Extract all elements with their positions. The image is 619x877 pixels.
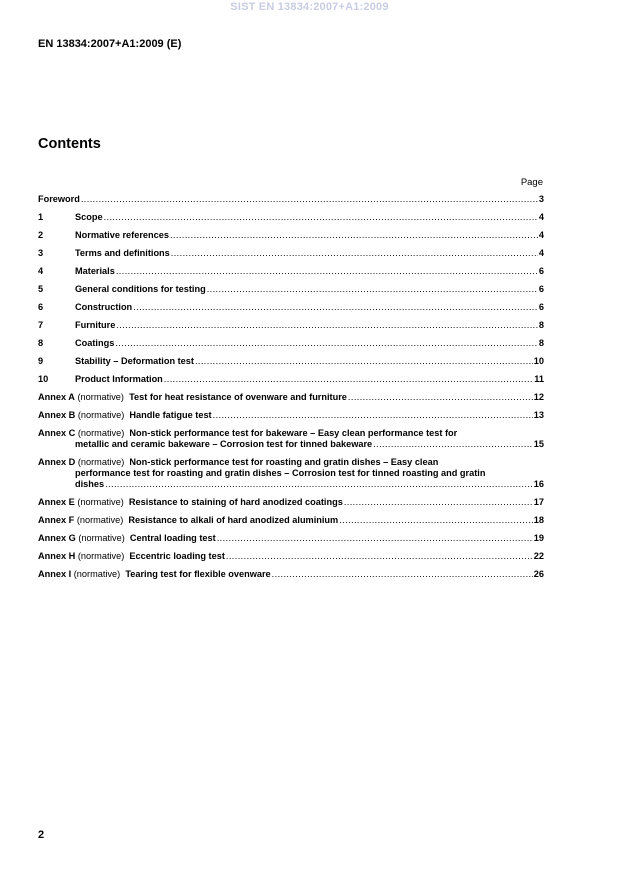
annex-title-line: Resistance to staining of hard anodized coatings: [128, 497, 343, 507]
annex-type: (normative): [77, 392, 124, 402]
toc-entry-number: 5: [38, 284, 44, 294]
annex-page: 18: [533, 515, 544, 525]
annex-title-line: Handle fatigue test: [129, 410, 212, 420]
toc-entry-page: 4: [538, 248, 544, 258]
annex-type: (normative): [77, 410, 125, 420]
annex-type: (normative): [77, 457, 125, 467]
toc-annex-entry[interactable]: [38, 533, 544, 544]
annex-title-line: Central loading test: [129, 533, 216, 543]
page-number: 2: [38, 829, 45, 841]
toc-entry[interactable]: [38, 374, 544, 385]
annex-label: Annex A: [38, 392, 75, 402]
dot-leader: [344, 497, 533, 508]
dot-leader: [133, 302, 538, 313]
dot-leader: [116, 320, 538, 331]
toc-entry[interactable]: [38, 248, 544, 259]
toc-entry[interactable]: [38, 266, 544, 277]
annex-page: 22: [533, 551, 544, 561]
annex-label: Annex C: [38, 428, 76, 438]
toc-entry-page: 8: [538, 338, 544, 348]
dot-leader: [164, 374, 533, 385]
dot-leader: [105, 479, 533, 490]
toc-entry-title: Furniture: [75, 320, 116, 330]
dot-leader: [116, 266, 538, 277]
annex-type: (normative): [77, 497, 124, 507]
toc-annex-entry[interactable]: [38, 569, 544, 580]
table-of-contents: [38, 194, 544, 587]
toc-entry[interactable]: [38, 320, 544, 331]
dot-leader: [170, 230, 538, 241]
annex-page: 13: [533, 410, 544, 420]
annex-label: Annex G: [38, 533, 76, 543]
annex-page: 12: [533, 392, 544, 402]
annex-title-line: dishes: [75, 479, 105, 489]
annex-title-line: Resistance to alkali of hard anodized aluminium: [128, 515, 339, 525]
toc-entry[interactable]: [38, 302, 544, 313]
annex-page: 16: [533, 479, 544, 489]
dot-leader: [115, 338, 538, 349]
toc-entry-title: Construction: [75, 302, 133, 312]
toc-entry-number: 1: [38, 212, 44, 222]
annex-title-line: Eccentric loading test: [129, 551, 225, 561]
annex-type: (normative): [76, 515, 124, 525]
toc-entry-page: 6: [538, 266, 544, 276]
annex-label: Annex B: [38, 410, 76, 420]
toc-entry-title: Normative references: [75, 230, 169, 240]
toc-entry-title: Terms and definitions: [75, 248, 170, 258]
toc-annex-entry[interactable]: [38, 410, 544, 421]
annex-page: 19: [533, 533, 544, 543]
annex-label: Annex D: [38, 457, 76, 467]
toc-entry-page: 4: [538, 212, 544, 222]
annex-title-line: Non-stick performance test for bakeware – Easy clean performance test for: [129, 428, 458, 438]
toc-entry-title: Materials: [75, 266, 115, 276]
dot-leader: [339, 515, 533, 526]
dot-leader: [373, 439, 533, 450]
annex-type: (normative): [78, 533, 125, 543]
document-id: EN 13834:2007+A1:2009 (E): [38, 38, 182, 50]
toc-entry-number: 4: [38, 266, 44, 276]
annex-title-line: metallic and ceramic bakeware – Corrosion test for tinned bakeware: [75, 439, 373, 449]
toc-entry[interactable]: [38, 194, 544, 205]
annex-type: (normative): [73, 569, 121, 579]
annex-title-line: Test for heat resistance of ovenware and furniture: [129, 392, 347, 402]
toc-entry-page: 6: [538, 302, 544, 312]
annex-title-line: Tearing test for flexible ovenware: [125, 569, 271, 579]
toc-entry-title: Product Information: [75, 374, 163, 384]
toc-entry[interactable]: [38, 338, 544, 349]
toc-annex-entry[interactable]: [38, 457, 544, 490]
toc-entry-page: 3: [538, 194, 544, 204]
toc-entry-page: 10: [533, 356, 544, 366]
contents-heading: Contents: [38, 136, 101, 152]
toc-entry-title: General conditions for testing: [75, 284, 206, 294]
dot-leader: [217, 533, 533, 544]
toc-entry-title: Stability – Deformation test: [75, 356, 194, 366]
annex-label: Annex E: [38, 497, 75, 507]
toc-entry-number: 10: [38, 374, 49, 384]
annex-page: 15: [533, 439, 544, 449]
toc-entry[interactable]: [38, 230, 544, 241]
annex-label: Annex F: [38, 515, 75, 525]
annex-type: (normative): [77, 551, 125, 561]
toc-entry[interactable]: [38, 284, 544, 295]
dot-leader: [171, 248, 538, 259]
annex-title-line: performance test for roasting and gratin dishes – Corrosion test for tinned roasting and gratin: [75, 468, 486, 478]
toc-annex-entry[interactable]: [38, 551, 544, 562]
toc-entry-number: 2: [38, 230, 44, 240]
annex-type: (normative): [77, 428, 125, 438]
toc-entry-title: Coatings: [75, 338, 115, 348]
toc-annex-entry[interactable]: [38, 428, 544, 450]
annex-page: 17: [533, 497, 544, 507]
dot-leader: [81, 194, 538, 205]
toc-annex-entry[interactable]: [38, 497, 544, 508]
annex-page: 26: [533, 569, 544, 579]
toc-entry-page: 6: [538, 284, 544, 294]
toc-entry-number: 3: [38, 248, 44, 258]
watermark-text: SIST EN 13834:2007+A1:2009: [230, 1, 389, 13]
toc-entry-title: Foreword: [38, 194, 80, 204]
toc-annex-entry[interactable]: [38, 392, 544, 403]
dot-leader: [213, 410, 533, 421]
dot-leader: [207, 284, 538, 295]
dot-leader: [226, 551, 533, 562]
toc-entry-page: 8: [538, 320, 544, 330]
dot-leader: [195, 356, 533, 367]
annex-label: Annex I: [38, 569, 72, 579]
toc-entry-number: 9: [38, 356, 44, 366]
toc-annex-entry[interactable]: [38, 515, 544, 526]
toc-entry[interactable]: [38, 356, 544, 367]
toc-entry-number: 7: [38, 320, 44, 330]
page-column-label: Page: [520, 177, 543, 188]
toc-entry-number: 6: [38, 302, 44, 312]
toc-entry-number: 8: [38, 338, 44, 348]
dot-leader: [272, 569, 533, 580]
toc-entry[interactable]: [38, 212, 544, 223]
annex-title-line: Non-stick performance test for roasting and gratin dishes – Easy clean: [129, 457, 439, 467]
toc-entry-title: Scope: [75, 212, 103, 222]
dot-leader: [104, 212, 538, 223]
toc-entry-page: 4: [538, 230, 544, 240]
dot-leader: [348, 392, 533, 403]
toc-entry-page: 11: [534, 374, 544, 384]
annex-label: Annex H: [38, 551, 76, 561]
